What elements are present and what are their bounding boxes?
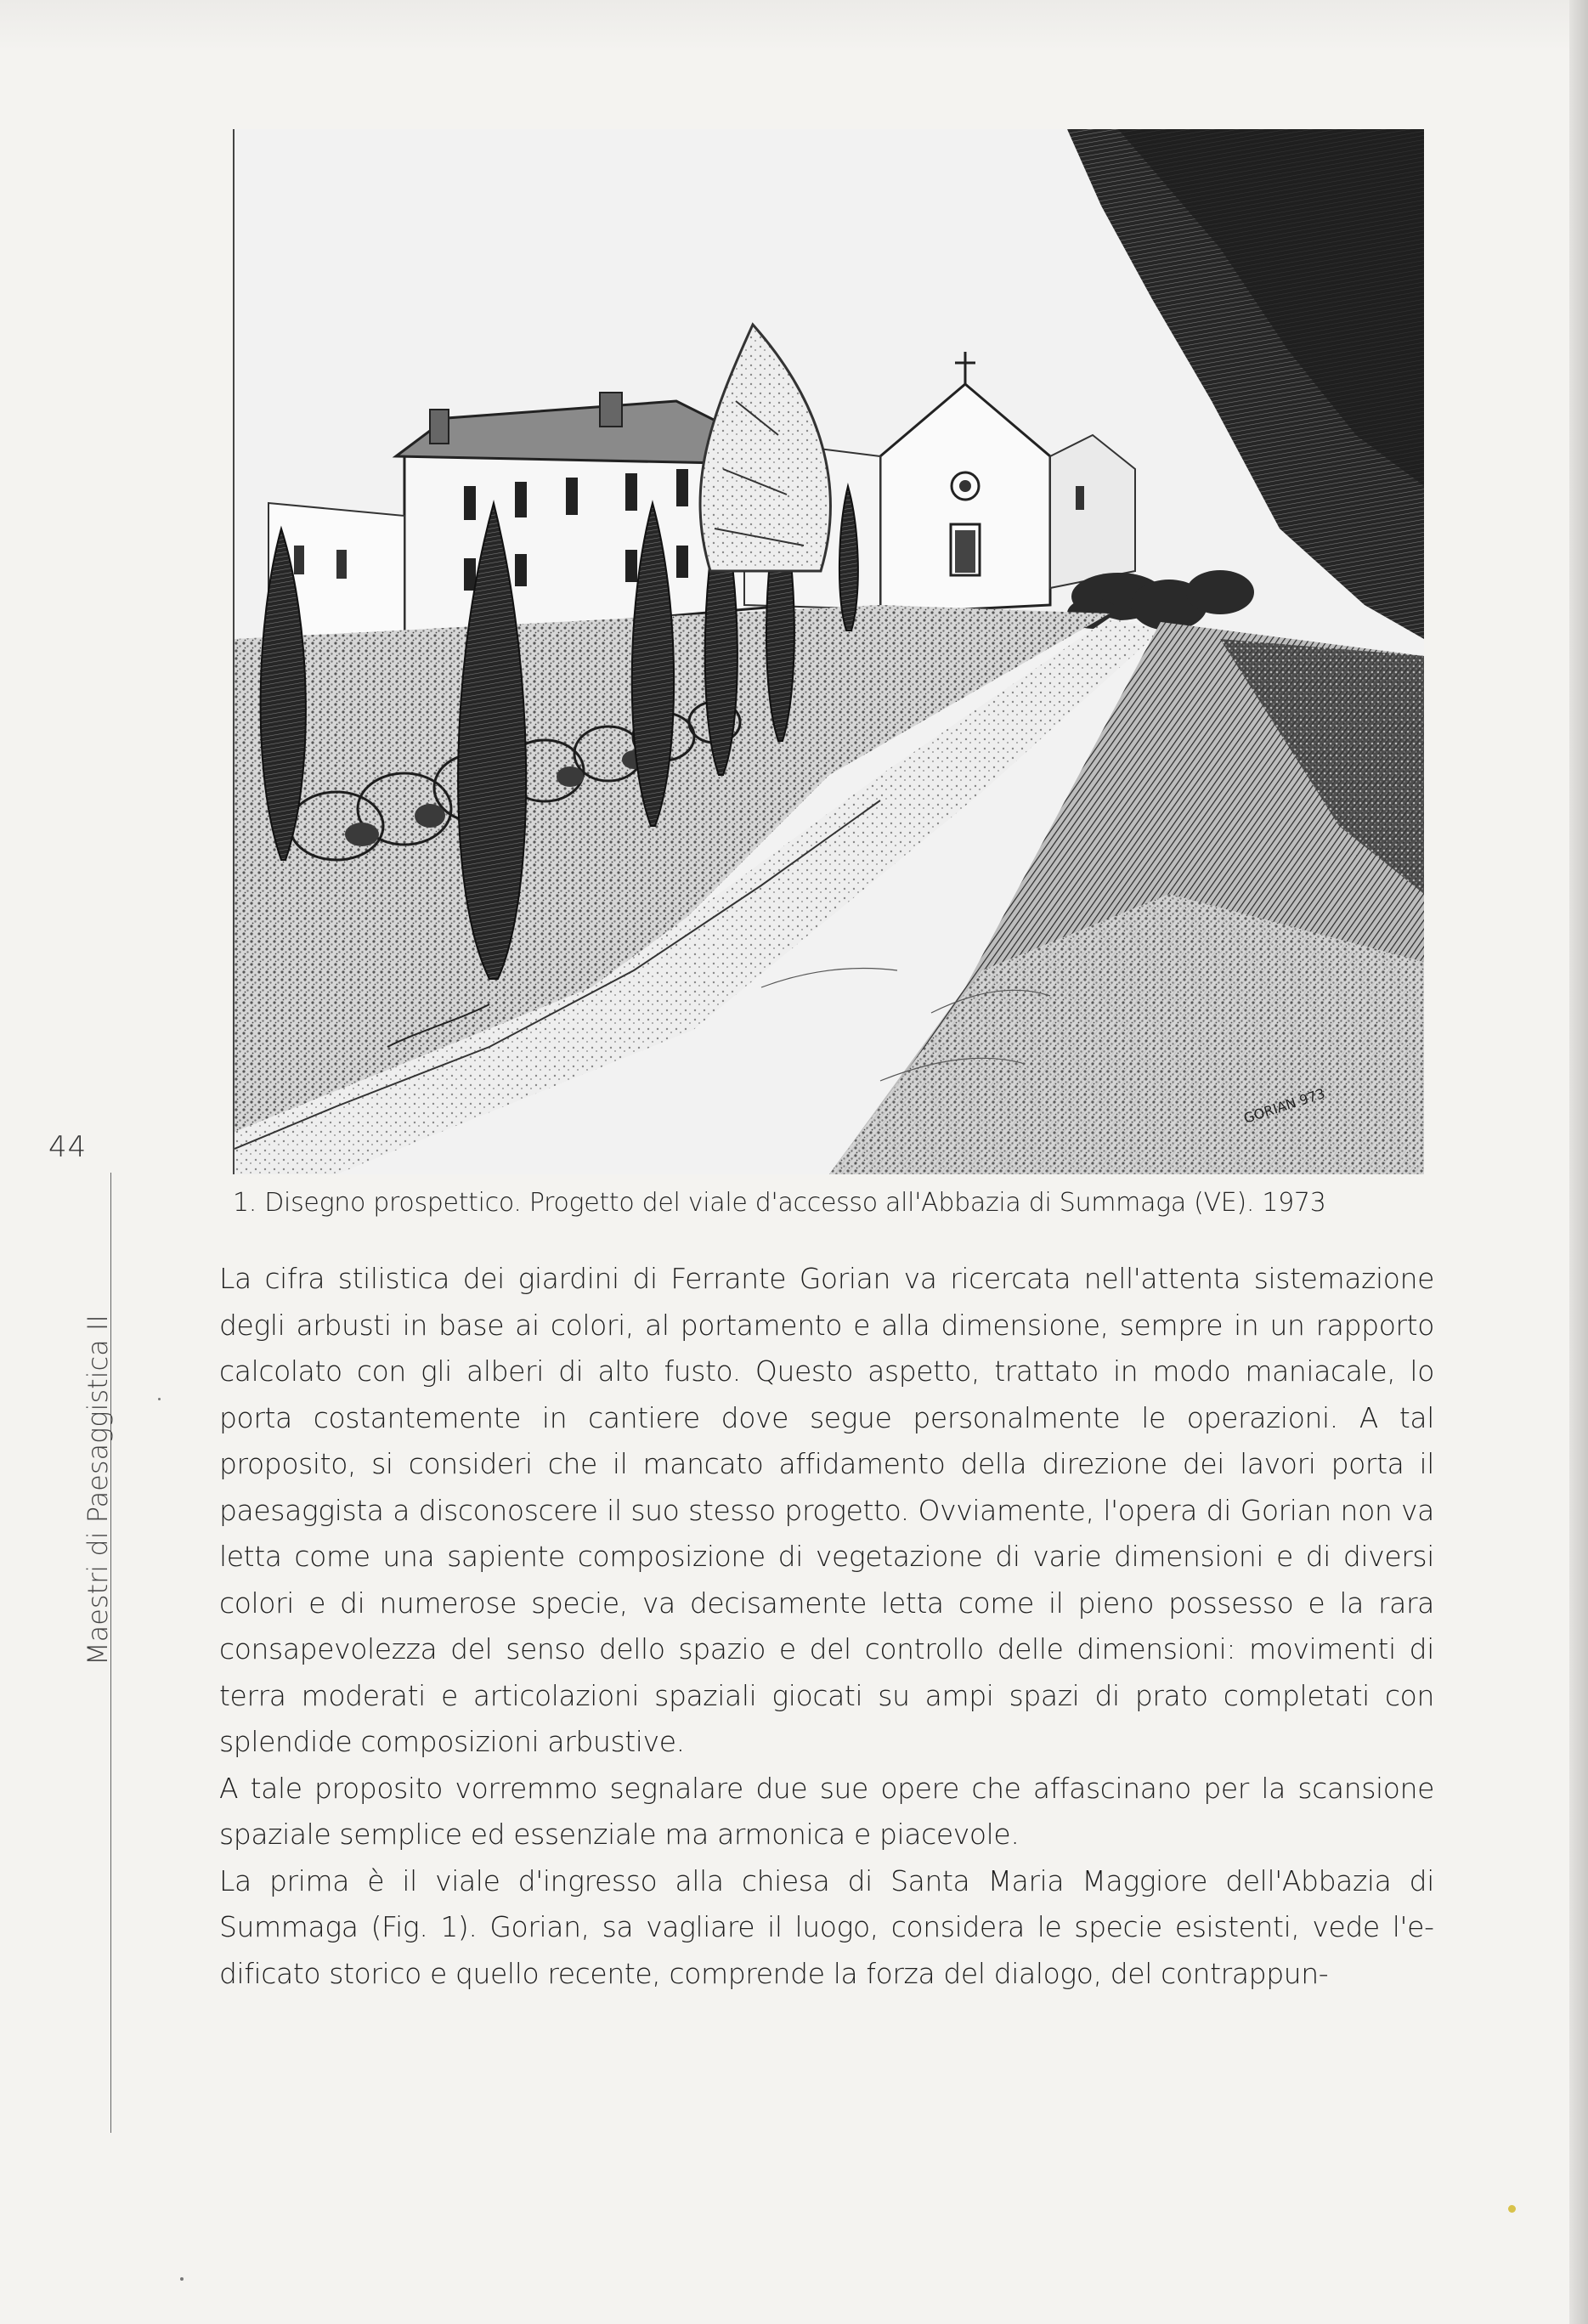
paragraph-1: La cifra stilistica dei giardini di Ferrante Gorian va ricercata nell'attenta sistemazione degli arbusti in base ai colori, al portamento e alla dimensione, sempre in un rapporto calcolato con gli alberi di alto fusto. Questo aspetto, trattato in modo maniacale, lo porta costantemente in cantiere dove segue personalmente le operazioni. A tal proposito, si consideri che il mancato affidamento della direzione dei lavori porta il paesaggista a disconoscere il suo stesso progetto. Ovviamente, l'opera di Gorian non va letta come una sapiente composizione di vegetazione di varie dimensioni e di diversi colori e di numerose specie, va decisamente letta come il pieno possesso e la rara consapevolezza del senso dello spazio e del controllo delle dimensioni: movimenti di terra moderati e articolazioni spaziali giocati su ampi spazi di prato completati con splendide composizioni arbustive. <box>219 1262 1434 1758</box>
body-text <box>219 1256 1434 1997</box>
running-head-text: Maestri di Paesaggistica II <box>82 1315 114 1665</box>
paragraph-3: La prima è il viale d'ingresso alla chiesa di Santa Maria Maggiore dell'Abbazia di Summaga (Fig. 1). Gorian, sa vagliare il luogo, considera le specie esistenti, vede l'edificato storico e quello recente, comprende la forza del dialogo, del contrappun- <box>219 1863 1434 1990</box>
paragraph-2: A tale proposito vorremmo segnalare due sue opere che affascinano per la scansione spaziale semplice ed essenziale ma armonica e piacevole. <box>219 1771 1434 1851</box>
figure-drawing <box>233 129 1424 1174</box>
scan-speck <box>180 2277 184 2281</box>
figure-caption: 1. Disegno prospettico. Progetto del viale d'accesso all'Abbazia di Summaga (VE). 1973 <box>233 1188 1326 1218</box>
page-number: 44 <box>48 1130 88 1164</box>
page-top-shade <box>0 0 1588 51</box>
perspective-drawing-illustration <box>235 129 1424 1174</box>
page-right-shade <box>1569 0 1588 2324</box>
scan-speck <box>1508 2205 1516 2213</box>
artist-signature: GORIAN 973 <box>1241 1085 1327 1127</box>
running-head <box>82 1292 116 1665</box>
scan-speck <box>158 1398 161 1400</box>
